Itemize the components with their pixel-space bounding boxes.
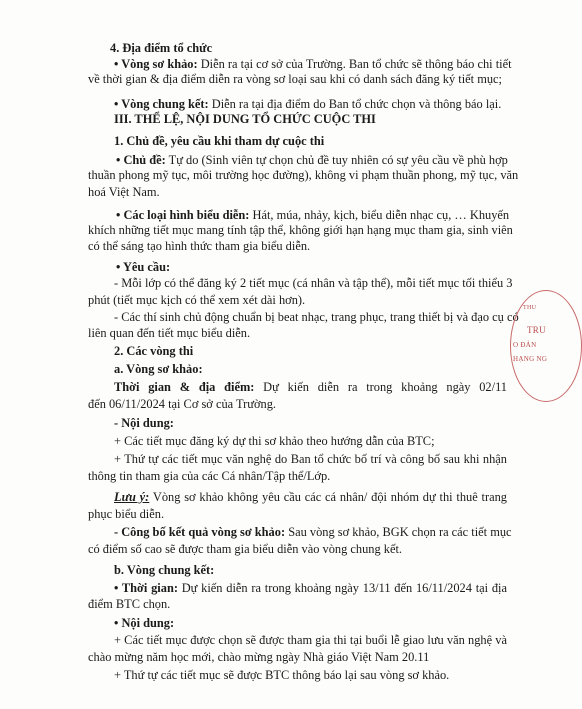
prelim-content-item-1: + Các tiết mục đăng ký dự thi sơ khảo theo hướng dẫn của BTC; — [114, 434, 435, 448]
note-line-2: phục biểu diễn. — [88, 507, 165, 521]
red-seal-stamp — [510, 290, 582, 402]
result-line-2: có điểm số cao sẽ được tham gia biểu diễn vào vòng chung kết. — [88, 542, 403, 556]
seal-text-1: THU — [523, 305, 537, 311]
requirements-label: • Yêu cầu: — [116, 260, 171, 274]
seal-text-3: O ĐẢN — [513, 341, 537, 349]
final-time-line-2: điểm BTC chọn. — [88, 597, 171, 611]
theme-line-2: thuần phong mỹ tục, môi trường học đường), không vi phạm thuần phong, mỹ tục, văn — [88, 168, 519, 182]
final-content-item-1-line-2: chào mừng năm học mới, chào mừng ngày Nhà giáo Việt Nam 20.11 — [88, 650, 430, 664]
section-3-heading: III. THỂ LỆ, NỘI DUNG TỔ CHỨC CUỘC THI — [114, 112, 376, 126]
subsection-1-heading: 1. Chủ đề, yêu cầu khi tham dự cuộc thi — [114, 134, 325, 148]
seal-text-2: TRU — [527, 325, 546, 335]
requirement-1-line-1: - Mỗi lớp có thể đăng ký 2 tiết mục (cá nhân và tập thể), mỗi tiết mục tối thiểu 3 — [114, 276, 513, 290]
note-line-1: Lưu ý: Vòng sơ khảo không yêu cầu các cá nhân/ đội nhóm dự thi thuê trang — [114, 490, 507, 504]
prelim-location-line-2: về thời gian & địa điểm diễn ra vòng sơ loại sau khi có danh sách đăng ký tiết mục; — [88, 72, 502, 86]
types-line-3: có thể sáng tạo hình thức tham gia biểu diễn. — [88, 239, 311, 253]
theme-line-3: hoá Việt Nam. — [88, 185, 160, 199]
final-content-item-1-line-1: + Các tiết mục được chọn sẽ được tham gia thi tại buổi lễ giao lưu văn nghệ và — [114, 633, 507, 647]
seal-text-4: HẠNG NG — [513, 355, 548, 363]
prelim-time-line-2: đến 06/11/2024 tại Cơ sở của Trường. — [88, 397, 277, 411]
subsection-2b-heading: b. Vòng chung kết: — [114, 563, 215, 577]
requirement-2-line-1: - Các thí sinh chủ động chuẩn bị beat nhạc, trang phục, trang thiết bị và đạo cụ có — [114, 310, 519, 324]
final-content-item-2: + Thứ tự các tiết mục sẽ được BTC thông báo lại sau vòng sơ khảo. — [114, 668, 450, 682]
subsection-2a-heading: a. Vòng sơ khảo: — [114, 362, 203, 376]
final-content-label: • Nội dung: — [114, 616, 175, 630]
prelim-content-label: - Nội dung: — [114, 416, 174, 430]
requirement-2-line-2: liên quan đến tiết mục biểu diễn. — [88, 326, 251, 340]
subsection-2-heading: 2. Các vòng thi — [114, 344, 194, 358]
section-4-heading: 4. Địa điểm tổ chức — [110, 41, 213, 55]
final-location-line: • Vòng chung kết: Diễn ra tại địa điểm do Ban tổ chức chọn và thông báo lại. — [114, 97, 502, 111]
types-line-2: khích những tiết mục mang tính tập thể, không giới hạn hạng mục tham gia, sinh viên — [88, 223, 513, 237]
prelim-content-item-2-line-2: thông tin tham gia của các Cá nhân/Tập thể/Lớp. — [88, 469, 331, 483]
prelim-location-line-1: • Vòng sơ khảo: Diễn ra tại cơ sở của Trường. Ban tổ chức sẽ thông báo chi tiết — [114, 57, 512, 71]
requirement-1-line-2: phút (tiết mục kịch có thể xem xét dài hơn). — [88, 293, 306, 307]
prelim-content-item-2-line-1: + Thứ tự các tiết mục văn nghệ do Ban tổ chức bố trí và công bố sau khi nhận — [114, 452, 507, 466]
theme-line-1: • Chủ đề: Tự do (Sinh viên tự chọn chủ đề tuy nhiên có sự yêu cầu về phù hợp — [116, 153, 508, 167]
prelim-time-line-1: Thời gian & địa điểm: Dự kiến diễn ra trong khoảng ngày 02/11 — [114, 380, 507, 394]
types-line-1: • Các loại hình biểu diễn: Hát, múa, nhảy, kịch, biểu diễn nhạc cụ, … Khuyến — [116, 208, 510, 222]
result-line-1: - Công bố kết quả vòng sơ khảo: Sau vòng sơ khảo, BGK chọn ra các tiết mục — [114, 525, 512, 539]
final-time-line-1: • Thời gian: Dự kiến diễn ra trong khoảng ngày 13/11 đến 16/11/2024 tại địa — [114, 581, 507, 595]
